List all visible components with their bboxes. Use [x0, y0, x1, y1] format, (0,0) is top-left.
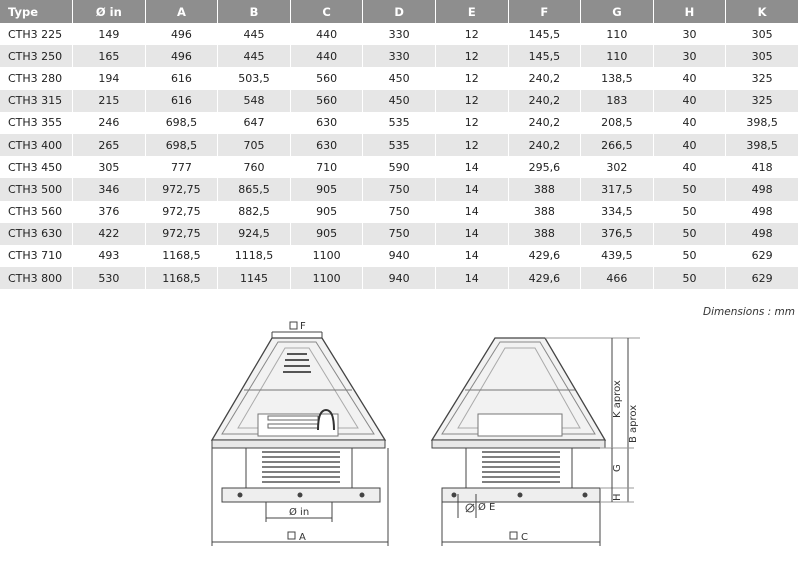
- value-cell: 924,5: [218, 223, 291, 245]
- value-cell: 698,5: [145, 134, 218, 156]
- value-cell: 882,5: [218, 201, 291, 223]
- value-cell: 398,5: [726, 112, 799, 134]
- value-cell: 14: [435, 245, 508, 267]
- value-cell: 865,5: [218, 178, 291, 200]
- value-cell: 215: [73, 90, 146, 112]
- value-cell: 616: [145, 67, 218, 89]
- type-cell: CTH3 450: [0, 156, 73, 178]
- value-cell: 12: [435, 67, 508, 89]
- value-cell: 110: [581, 45, 654, 67]
- type-cell: CTH3 355: [0, 112, 73, 134]
- value-cell: 305: [726, 45, 799, 67]
- value-cell: 503,5: [218, 67, 291, 89]
- fan-technical-drawing: [0, 318, 799, 568]
- value-cell: 498: [726, 201, 799, 223]
- value-cell: 40: [653, 112, 726, 134]
- column-header: B: [218, 0, 291, 23]
- value-cell: 616: [145, 90, 218, 112]
- value-cell: 560: [290, 90, 363, 112]
- value-cell: 535: [363, 134, 436, 156]
- value-cell: 50: [653, 178, 726, 200]
- value-cell: 972,75: [145, 201, 218, 223]
- square-symbol-f: [290, 322, 297, 329]
- type-cell: CTH3 250: [0, 45, 73, 67]
- value-cell: 145,5: [508, 45, 581, 67]
- value-cell: 440: [290, 23, 363, 45]
- value-cell: 418: [726, 156, 799, 178]
- value-cell: 498: [726, 178, 799, 200]
- table-header-row: [0, 0, 799, 23]
- label-a: A: [299, 532, 306, 543]
- value-cell: 194: [73, 67, 146, 89]
- value-cell: 972,75: [145, 223, 218, 245]
- value-cell: 590: [363, 156, 436, 178]
- value-cell: 30: [653, 23, 726, 45]
- square-symbol-c: [510, 532, 517, 539]
- value-cell: 149: [73, 23, 146, 45]
- label-f: F: [300, 321, 306, 332]
- value-cell: 12: [435, 134, 508, 156]
- value-cell: 12: [435, 112, 508, 134]
- value-cell: 240,2: [508, 134, 581, 156]
- value-cell: 496: [145, 45, 218, 67]
- value-cell: 493: [73, 245, 146, 267]
- value-cell: 388: [508, 178, 581, 200]
- value-cell: 165: [73, 45, 146, 67]
- value-cell: 1100: [290, 267, 363, 289]
- column-header: Type: [0, 0, 73, 23]
- value-cell: 325: [726, 67, 799, 89]
- value-cell: 240,2: [508, 112, 581, 134]
- value-cell: 246: [73, 112, 146, 134]
- value-cell: 630: [290, 112, 363, 134]
- table-row: [0, 223, 799, 245]
- value-cell: 388: [508, 201, 581, 223]
- value-cell: 905: [290, 223, 363, 245]
- value-cell: 183: [581, 90, 654, 112]
- value-cell: 548: [218, 90, 291, 112]
- value-cell: 629: [726, 267, 799, 289]
- value-cell: 1100: [290, 245, 363, 267]
- value-cell: 50: [653, 267, 726, 289]
- value-cell: 1168,5: [145, 245, 218, 267]
- value-cell: 445: [218, 23, 291, 45]
- value-cell: 50: [653, 223, 726, 245]
- column-header: K: [726, 0, 799, 23]
- value-cell: 530: [73, 267, 146, 289]
- value-cell: 972,75: [145, 178, 218, 200]
- value-cell: 240,2: [508, 67, 581, 89]
- value-cell: 905: [290, 178, 363, 200]
- label-k-aprox: K aprox: [612, 380, 623, 418]
- type-cell: CTH3 630: [0, 223, 73, 245]
- value-cell: 302: [581, 156, 654, 178]
- table-body: [0, 23, 799, 289]
- column-header: F: [508, 0, 581, 23]
- value-cell: 445: [218, 45, 291, 67]
- side-view: [432, 338, 640, 546]
- value-cell: 710: [290, 156, 363, 178]
- type-cell: CTH3 225: [0, 23, 73, 45]
- type-cell: CTH3 500: [0, 178, 73, 200]
- type-cell: CTH3 400: [0, 134, 73, 156]
- column-header: G: [581, 0, 654, 23]
- table-row: [0, 156, 799, 178]
- value-cell: 440: [290, 45, 363, 67]
- value-cell: 750: [363, 201, 436, 223]
- value-cell: 429,6: [508, 245, 581, 267]
- value-cell: 750: [363, 223, 436, 245]
- table-row: [0, 67, 799, 89]
- value-cell: 40: [653, 156, 726, 178]
- column-header: C: [290, 0, 363, 23]
- value-cell: 940: [363, 245, 436, 267]
- table-row: [0, 267, 799, 289]
- value-cell: 12: [435, 90, 508, 112]
- value-cell: 138,5: [581, 67, 654, 89]
- value-cell: 940: [363, 267, 436, 289]
- value-cell: 145,5: [508, 23, 581, 45]
- column-header: H: [653, 0, 726, 23]
- table-row: [0, 112, 799, 134]
- value-cell: 466: [581, 267, 654, 289]
- value-cell: 905: [290, 201, 363, 223]
- value-cell: 330: [363, 23, 436, 45]
- value-cell: 777: [145, 156, 218, 178]
- table-row: [0, 245, 799, 267]
- table-row: [0, 90, 799, 112]
- dimensions-note: Dimensions : mm: [703, 306, 795, 318]
- value-cell: 295,6: [508, 156, 581, 178]
- value-cell: 450: [363, 67, 436, 89]
- label-b-aprox: B aprox: [628, 404, 639, 443]
- value-cell: 265: [73, 134, 146, 156]
- table-row: [0, 134, 799, 156]
- value-cell: 535: [363, 112, 436, 134]
- value-cell: 12: [435, 45, 508, 67]
- value-cell: 208,5: [581, 112, 654, 134]
- value-cell: 305: [726, 23, 799, 45]
- value-cell: 422: [73, 223, 146, 245]
- label-c: C: [521, 532, 528, 543]
- value-cell: 429,6: [508, 267, 581, 289]
- value-cell: 50: [653, 245, 726, 267]
- value-cell: 1145: [218, 267, 291, 289]
- value-cell: 398,5: [726, 134, 799, 156]
- column-header: E: [435, 0, 508, 23]
- value-cell: 40: [653, 67, 726, 89]
- column-header: Ø in: [73, 0, 146, 23]
- value-cell: 388: [508, 223, 581, 245]
- value-cell: 12: [435, 23, 508, 45]
- value-cell: 560: [290, 67, 363, 89]
- table-row: [0, 45, 799, 67]
- value-cell: 40: [653, 90, 726, 112]
- value-cell: 630: [290, 134, 363, 156]
- label-diameter-in: Ø in: [289, 507, 310, 518]
- value-cell: 1168,5: [145, 267, 218, 289]
- label-diameter-e: Ø E: [478, 502, 496, 513]
- value-cell: 110: [581, 23, 654, 45]
- value-cell: 330: [363, 45, 436, 67]
- label-g: G: [612, 464, 623, 472]
- value-cell: 334,5: [581, 201, 654, 223]
- table-row: [0, 23, 799, 45]
- value-cell: 40: [653, 134, 726, 156]
- type-cell: CTH3 800: [0, 267, 73, 289]
- value-cell: 705: [218, 134, 291, 156]
- value-cell: 325: [726, 90, 799, 112]
- value-cell: 305: [73, 156, 146, 178]
- value-cell: 376,5: [581, 223, 654, 245]
- column-header: D: [363, 0, 436, 23]
- square-symbol-a: [288, 532, 295, 539]
- value-cell: 14: [435, 267, 508, 289]
- value-cell: 698,5: [145, 112, 218, 134]
- value-cell: 240,2: [508, 90, 581, 112]
- value-cell: 376: [73, 201, 146, 223]
- value-cell: 50: [653, 201, 726, 223]
- value-cell: 760: [218, 156, 291, 178]
- value-cell: 439,5: [581, 245, 654, 267]
- type-cell: CTH3 280: [0, 67, 73, 89]
- value-cell: 450: [363, 90, 436, 112]
- value-cell: 346: [73, 178, 146, 200]
- value-cell: 647: [218, 112, 291, 134]
- label-h: H: [612, 493, 623, 501]
- value-cell: 14: [435, 156, 508, 178]
- value-cell: 266,5: [581, 134, 654, 156]
- value-cell: 496: [145, 23, 218, 45]
- value-cell: 629: [726, 245, 799, 267]
- type-cell: CTH3 560: [0, 201, 73, 223]
- value-cell: 14: [435, 201, 508, 223]
- table-row: [0, 201, 799, 223]
- value-cell: 498: [726, 223, 799, 245]
- type-cell: CTH3 710: [0, 245, 73, 267]
- value-cell: 30: [653, 45, 726, 67]
- value-cell: 14: [435, 178, 508, 200]
- value-cell: 14: [435, 223, 508, 245]
- table-row: [0, 178, 799, 200]
- value-cell: 317,5: [581, 178, 654, 200]
- type-cell: CTH3 315: [0, 90, 73, 112]
- value-cell: 1118,5: [218, 245, 291, 267]
- value-cell: 750: [363, 178, 436, 200]
- column-header: A: [145, 0, 218, 23]
